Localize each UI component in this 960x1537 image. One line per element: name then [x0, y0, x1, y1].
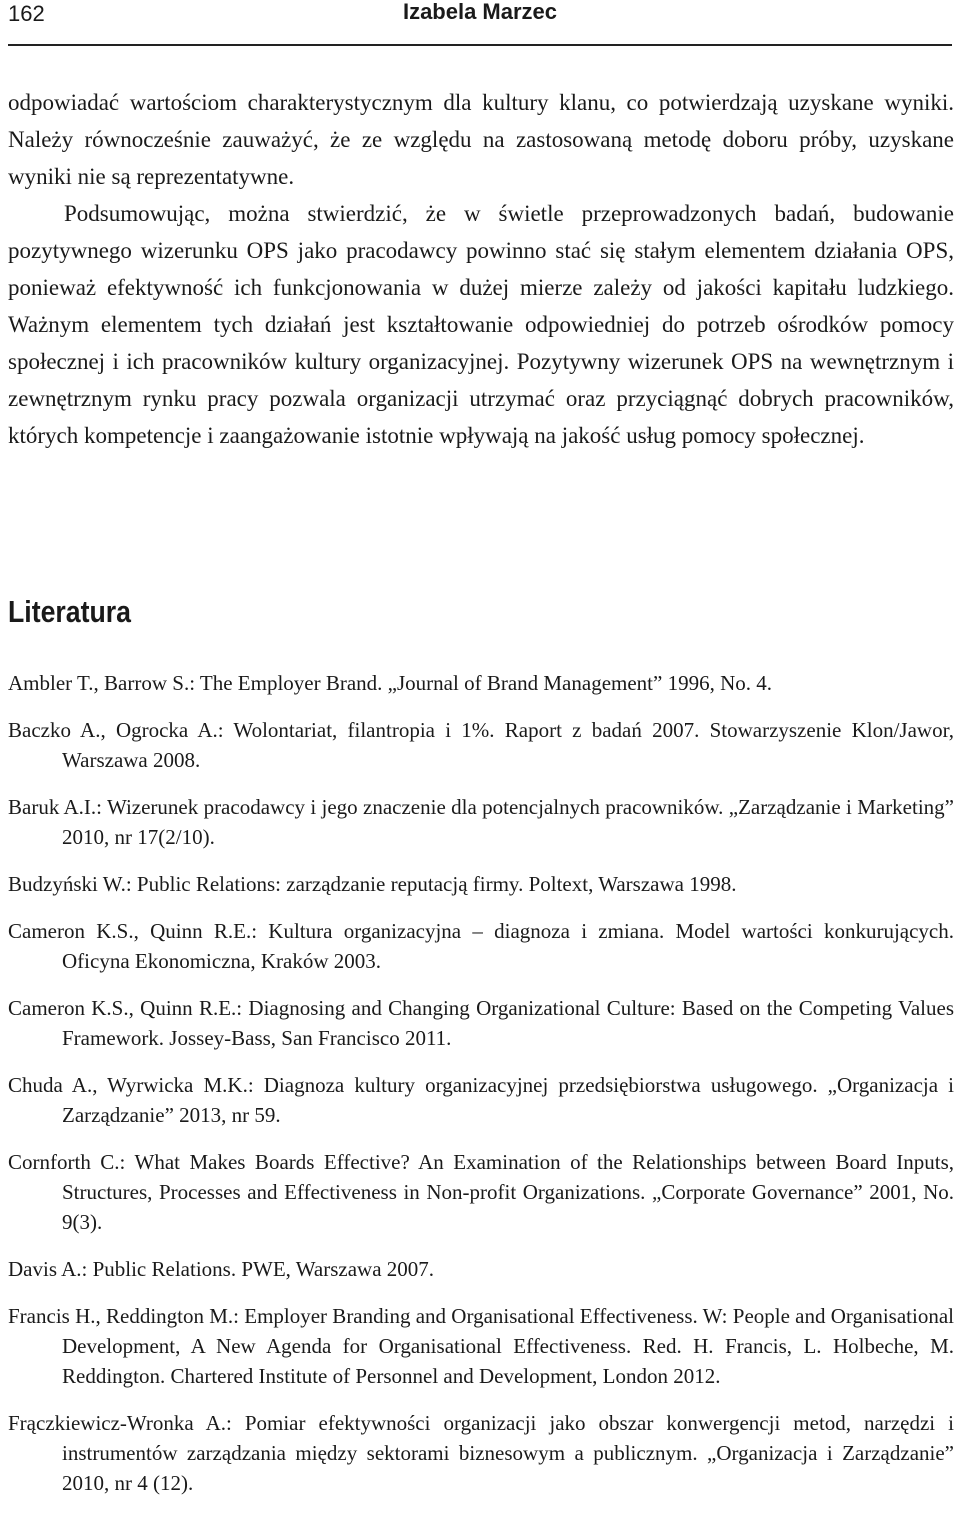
running-head-author: Izabela Marzec — [402, 0, 558, 24]
body-text — [8, 84, 954, 454]
reference-item: Francis H., Reddington M.: Employer Branding and Organisational Effectiveness. W: People and Organisational Development, A New Agenda for Organisational Effectiveness. Red. H. Francis, L. Holbeche, M. Reddington. Chartered Institute of Personnel and Development, London 2012. — [8, 1304, 954, 1388]
paragraph: Podsumowując, można stwierdzić, że w świetle przeprowadzonych badań, budowanie pozytywnego wizerunku OPS jako pracodawcy powinno stać się stałym elementem działania OPS, ponieważ efektywność ich funkcjonowania w dużej mierze zależy od jakości kapitału ludzkiego. Ważnym elementem tych działań jest kształtowanie odpowiedniej do potrzeb ośrodków pomocy społecznej i ich pracowników kultury organizacyjnej. Pozytywny wizerunek OPS na wewnętrznym i zewnętrznym rynku pracy pozwala organizacji utrzymać oraz przyciągnąć dobrych pracowników, których kompetencje i zaangażowanie istotnie wpływają na jakość usług pomocy społecznej. — [8, 201, 954, 448]
paragraph: odpowiadać wartościom charakterystycznym dla kultury klanu, co potwierdzają uzyskane wyniki. Należy równocześnie zauważyć, że ze względu na zastosowaną metodę doboru próby, uzyskane wyniki nie są reprezentatywne. — [8, 90, 954, 189]
reference-item: Cameron K.S., Quinn R.E.: Diagnosing and Changing Organizational Culture: Based on the Competing Values Framework. Jossey-Bass, San Francisco 2011. — [8, 996, 954, 1050]
reference-item: Budzyński W.: Public Relations: zarządzanie reputacją firmy. Poltext, Warszawa 1998. — [8, 872, 737, 896]
reference-item: Chuda A., Wyrwicka M.K.: Diagnoza kultury organizacyjnej przedsiębiorstwa usługowego. „Organizacja i Zarządzanie” 2013, nr 59. — [8, 1073, 954, 1127]
reference-item: Baczko A., Ogrocka A.: Wolontariat, filantropia i 1%. Raport z badań 2007. Stowarzyszenie Klon/Jawor, Warszawa 2008. — [8, 718, 954, 772]
reference-item: Ambler T., Barrow S.: The Employer Brand. „Journal of Brand Management” 1996, No. 4. — [8, 671, 772, 695]
reference-list — [8, 668, 954, 1515]
reference-item: Davis A.: Public Relations. PWE, Warszawa 2007. — [8, 1257, 435, 1281]
reference-item: Frączkiewicz-Wronka A.: Pomiar efektywności organizacji jako obszar konwergencji metod, narzędzi i instrumentów zarządzania między sektorami biznesowym a publicznym. „Organizacja i Zarządzanie” 2010, nr 4 (12). — [8, 1411, 954, 1495]
page-header — [8, 0, 952, 46]
section-title-literature: Literatura — [8, 594, 131, 629]
page-number: 162 — [8, 1, 45, 26]
reference-item: Cornforth C.: What Makes Boards Effective? An Examination of the Relationships between Board Inputs, Structures, Processes and Effectiveness in Non-profit Organizations. „Corporate Governance” 2001, No. 9(3). — [8, 1150, 954, 1234]
reference-item: Cameron K.S., Quinn R.E.: Kultura organizacyjna – diagnoza i zmiana. Model wartości konkurujących. Oficyna Ekonomiczna, Kraków 2003. — [8, 919, 954, 973]
reference-item: Baruk A.I.: Wizerunek pracodawcy i jego znaczenie dla potencjalnych pracowników. „Zarządzanie i Marketing” 2010, nr 17(2/10). — [8, 795, 954, 849]
